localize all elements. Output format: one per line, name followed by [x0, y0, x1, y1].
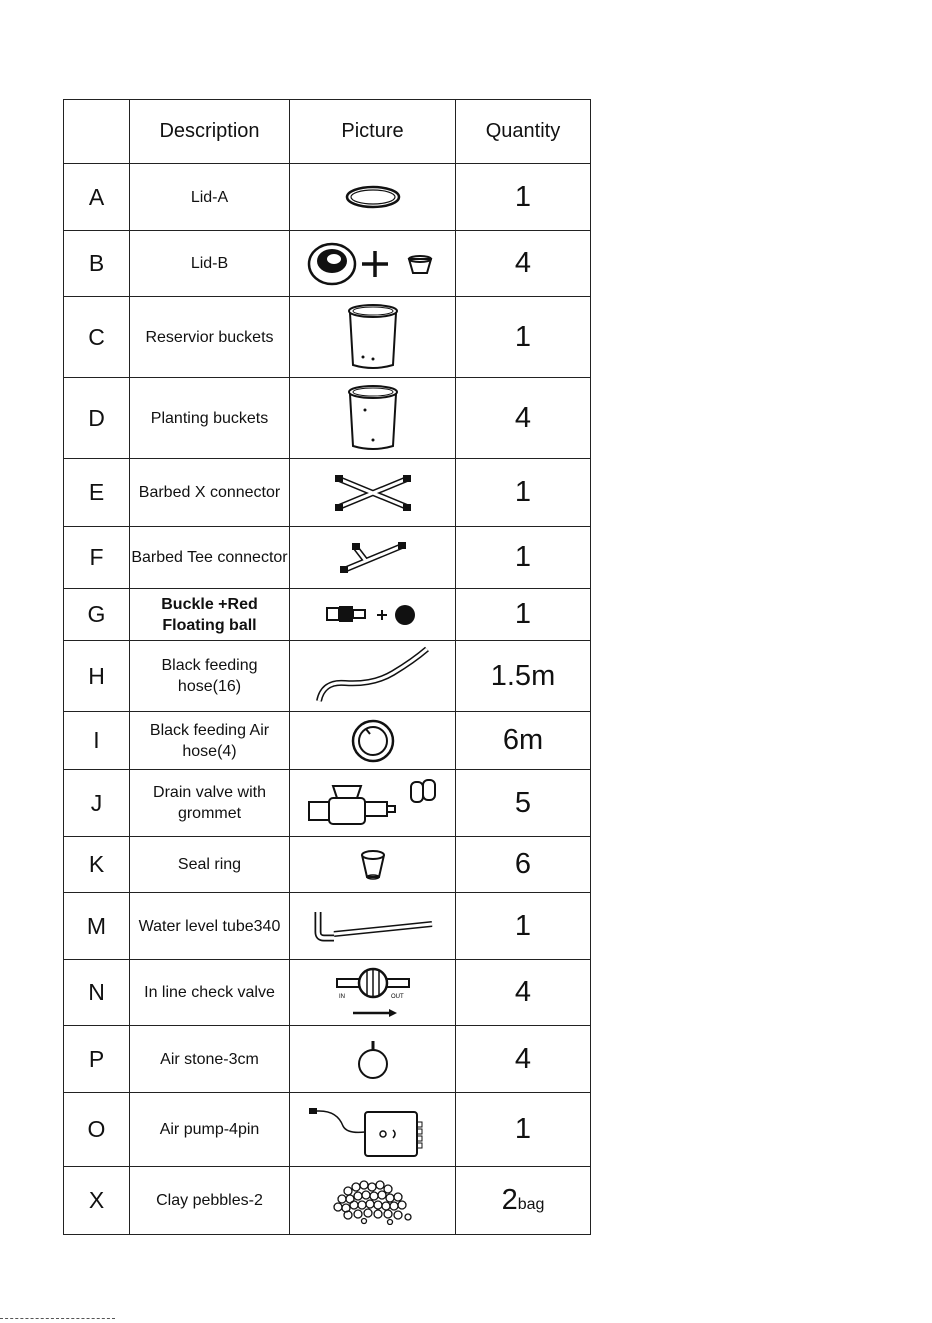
row-quantity: 1 [456, 589, 591, 641]
row-letter: I [64, 712, 130, 770]
table-row [64, 893, 591, 960]
row-quantity: 1 [456, 1093, 591, 1167]
header-picture: Picture [290, 100, 456, 164]
table-row [64, 231, 591, 297]
row-description: Air stone-3cm [130, 1026, 290, 1093]
row-letter: D [64, 378, 130, 459]
qty-unit: bag [517, 1196, 545, 1213]
table-row [64, 837, 591, 893]
table-row [64, 527, 591, 589]
row-description: Water level tube340 [130, 893, 290, 960]
coiled-hose-icon [290, 712, 456, 770]
air-pump-icon [290, 1093, 456, 1167]
row-quantity: 4 [456, 960, 591, 1026]
header-quantity: Quantity [456, 100, 591, 164]
lid-ring-icon [290, 164, 456, 231]
row-letter: X [64, 1167, 130, 1235]
row-quantity: 1 [456, 297, 591, 378]
row-quantity: 6m [456, 712, 591, 770]
row-description: Barbed X connector [130, 459, 290, 527]
clay-pebbles-icon [290, 1167, 456, 1235]
table-row [64, 589, 591, 641]
table-row [64, 459, 591, 527]
row-quantity: 1 [456, 164, 591, 231]
row-quantity: 1 [456, 893, 591, 960]
table-row [64, 960, 591, 1026]
table-row [64, 1093, 591, 1167]
check-valve-in-label: IN [338, 993, 345, 1000]
row-letter: J [64, 770, 130, 837]
row-quantity: 4 [456, 1026, 591, 1093]
table-row [64, 770, 591, 837]
drain-valve-icon [290, 770, 456, 837]
row-description: Black feeding Air hose(4) [130, 712, 290, 770]
table-row [64, 1167, 591, 1235]
table-header-row [64, 100, 591, 164]
row-description: Clay pebbles-2 [130, 1167, 290, 1235]
row-letter: A [64, 164, 130, 231]
row-description: Buckle +Red Floating ball [130, 589, 290, 641]
bucket-icon [290, 378, 456, 459]
air-stone-icon [290, 1026, 456, 1093]
row-description: Air pump-4pin [130, 1093, 290, 1167]
table-row [64, 164, 591, 231]
buckle-and-ball-icon [290, 589, 456, 641]
row-description: Lid-A [130, 164, 290, 231]
row-quantity: 4 [456, 378, 591, 459]
row-quantity: 1 [456, 527, 591, 589]
row-letter: O [64, 1093, 130, 1167]
bucket-icon [290, 297, 456, 378]
row-letter: B [64, 231, 130, 297]
table-row [64, 712, 591, 770]
row-description: Black feeding hose(16) [130, 641, 290, 712]
row-description: In line check valve [130, 960, 290, 1026]
row-description: Barbed Tee connector [130, 527, 290, 589]
table-row [64, 641, 591, 712]
header-description: Description [130, 100, 290, 164]
x-connector-icon [290, 459, 456, 527]
table-row [64, 297, 591, 378]
row-quantity [456, 1167, 591, 1235]
footer-divider [0, 1318, 115, 1319]
row-letter: C [64, 297, 130, 378]
check-valve-out-label: OUT [390, 993, 404, 1000]
water-level-tube-icon [290, 893, 456, 960]
row-description: Seal ring [130, 837, 290, 893]
seal-ring-icon [290, 837, 456, 893]
row-letter: M [64, 893, 130, 960]
row-letter: H [64, 641, 130, 712]
row-letter: P [64, 1026, 130, 1093]
row-quantity: 1 [456, 459, 591, 527]
hose-icon [290, 641, 456, 712]
row-description: Reservior buckets [130, 297, 290, 378]
row-description: Lid-B [130, 231, 290, 297]
qty-value: 2 [501, 1184, 518, 1216]
row-quantity: 4 [456, 231, 591, 297]
row-description: Drain valve with grommet [130, 770, 290, 837]
row-quantity: 6 [456, 837, 591, 893]
row-letter: N [64, 960, 130, 1026]
lid-with-cup-icon [290, 231, 456, 297]
tee-connector-icon [290, 527, 456, 589]
parts-list-table [63, 99, 591, 1235]
row-letter: G [64, 589, 130, 641]
table-row [64, 1026, 591, 1093]
header-blank [64, 100, 130, 164]
table-row [64, 378, 591, 459]
row-quantity: 1.5m [456, 641, 591, 712]
row-quantity: 5 [456, 770, 591, 837]
row-letter: E [64, 459, 130, 527]
check-valve-icon [290, 960, 456, 1026]
row-description: Planting buckets [130, 378, 290, 459]
row-letter: F [64, 527, 130, 589]
row-letter: K [64, 837, 130, 893]
